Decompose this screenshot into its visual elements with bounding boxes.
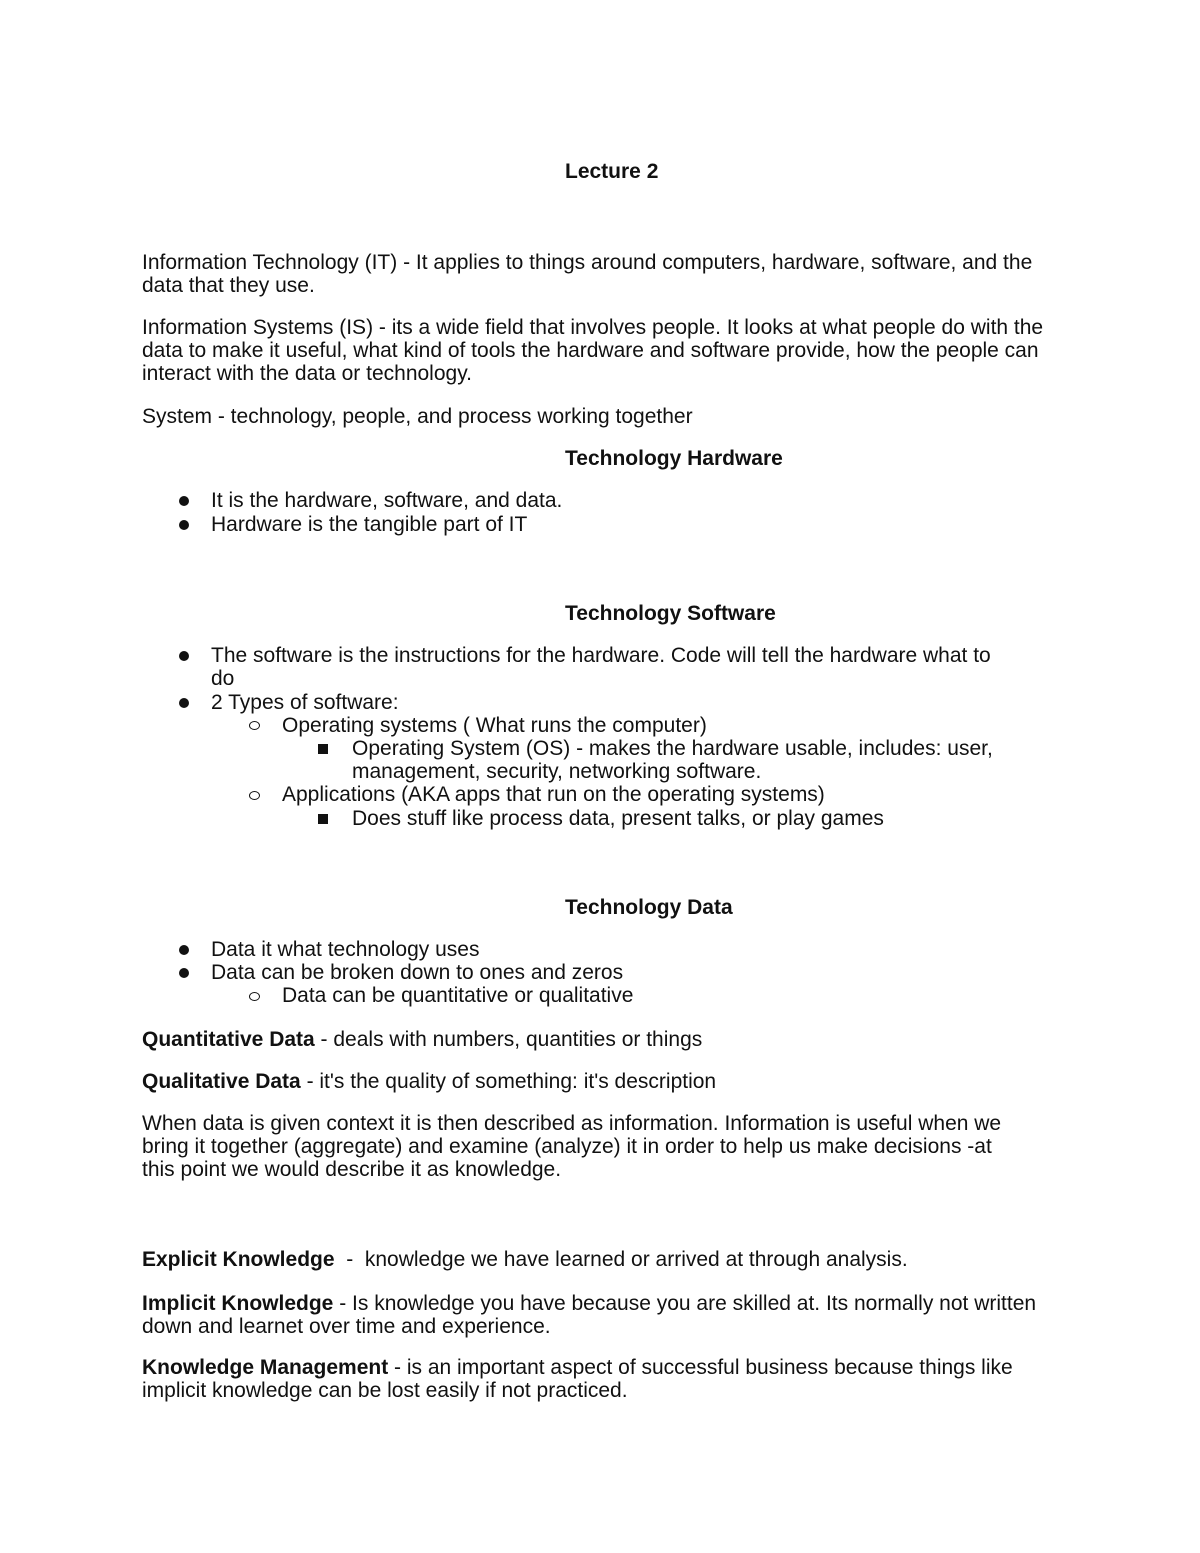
bullet-dot-icon — [179, 520, 189, 530]
page-title: Lecture 2 — [565, 160, 659, 183]
software-sub-bullet: Operating systems ( What runs the computer) — [282, 714, 707, 737]
bullet-circle-icon — [249, 992, 260, 1001]
hardware-heading: Technology Hardware — [565, 447, 783, 470]
software-sub-sub-bullet: Does stuff like process data, present talks, or play games — [352, 807, 884, 830]
knowledge-management-definition — [142, 1356, 1022, 1402]
data-bullet: Data it what technology uses — [211, 938, 480, 961]
qualitative-text: - it's the quality of something: it's description — [300, 1070, 717, 1093]
implicit-text: - Is knowledge you have because you are skilled at. Its normally not written down and learnet over time and experience. — [142, 1292, 1037, 1338]
explicit-text: - knowledge we have learned or arrived at through analysis. — [334, 1248, 908, 1271]
explicit-definition — [142, 1248, 1062, 1271]
bullet-circle-icon — [249, 791, 260, 800]
hardware-bullet: It is the hardware, software, and data. — [211, 489, 563, 512]
is-definition: Information Systems (IS) - its a wide field that involves people. It looks at what people do with the data to make it useful, what kind of tools the hardware and software provide, how the people can interact with the data or technology. — [142, 316, 1044, 385]
implicit-definition — [142, 1292, 1037, 1338]
bullet-dot-icon — [179, 698, 189, 708]
km-term: Knowledge Management — [142, 1356, 389, 1379]
quantitative-definition — [142, 1028, 1062, 1051]
information-paragraph: When data is given context it is then described as information. Information is useful when we bring it together (aggregate) and examine (analyze) it in order to help us make decisions -at this point we would describe it as knowledge. — [142, 1112, 1002, 1181]
bullet-dot-icon — [179, 651, 189, 661]
qualitative-term: Qualitative Data — [142, 1070, 301, 1093]
qualitative-definition — [142, 1070, 1062, 1093]
quantitative-term: Quantitative Data — [142, 1028, 315, 1051]
software-bullet: 2 Types of software: — [211, 691, 399, 714]
bullet-square-icon — [318, 744, 328, 754]
software-bullet: The software is the instructions for the hardware. Code will tell the hardware what to do — [211, 644, 991, 690]
explicit-term: Explicit Knowledge — [142, 1248, 335, 1271]
bullet-square-icon — [318, 814, 328, 824]
data-heading: Technology Data — [565, 896, 733, 919]
bullet-dot-icon — [179, 968, 189, 978]
km-text: - is an important aspect of successful business because things like implicit knowledge can be lost easily if not practiced. — [142, 1356, 1013, 1402]
data-bullet: Data can be broken down to ones and zeros — [211, 961, 624, 984]
bullet-dot-icon — [179, 496, 189, 506]
system-definition: System - technology, people, and process working together — [142, 405, 693, 428]
bullet-circle-icon — [249, 721, 260, 730]
it-definition: Information Technology (IT) - It applies to things around computers, hardware, software, and the data that they use. — [142, 251, 1033, 297]
software-sub-sub-bullet: Operating System (OS) - makes the hardware usable, includes: user, management, security, networking software. — [352, 737, 993, 783]
software-sub-bullet: Applications (AKA apps that run on the operating systems) — [282, 783, 825, 806]
implicit-term: Implicit Knowledge — [142, 1292, 334, 1315]
hardware-bullet: Hardware is the tangible part of IT — [211, 513, 528, 536]
quantitative-text: - deals with numbers, quantities or things — [314, 1028, 703, 1051]
data-sub-bullet: Data can be quantitative or qualitative — [282, 984, 634, 1007]
bullet-dot-icon — [179, 945, 189, 955]
software-heading: Technology Software — [565, 602, 776, 625]
